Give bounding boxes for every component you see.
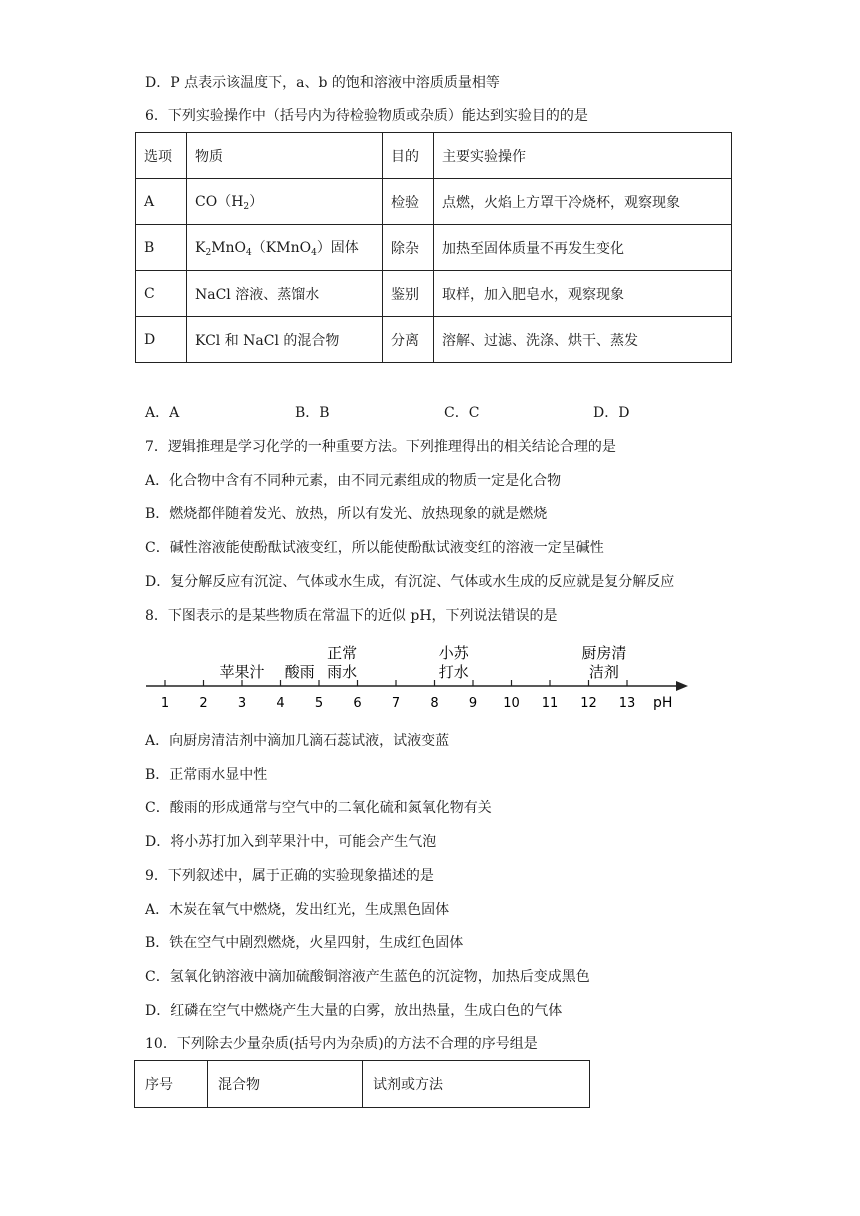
q8-option-c: C．酸雨的形成通常与空气中的二氧化硫和氮氧化物有关 [145, 800, 492, 816]
table-row [136, 179, 732, 225]
q7-option-c: C．碱性溶液能使酚酞试液变红，所以能使酚酞试液变红的溶液一定呈碱性 [145, 540, 604, 556]
q9-stem: 9．下列叙述中，属于正确的实验现象描述的是 [145, 868, 434, 884]
cell-operation: 点燃，火焰上方罩干冷烧杯，观察现象 [434, 179, 732, 225]
ph-tick-label: 13 [618, 696, 636, 710]
q6-answer-a: A．A [145, 405, 180, 421]
ph-tick-label: 10 [503, 696, 520, 710]
q7-option-d: D．复分解反应有沉淀、气体或水生成，有沉淀、气体或水生成的反应就是复分解反应 [145, 574, 675, 590]
q10-stem: 10．下列除去少量杂质(括号内为杂质)的方法不合理的序号组是 [145, 1036, 538, 1052]
header-cell: 试剂或方法 [363, 1061, 590, 1108]
header-cell: 选项 [136, 133, 187, 179]
q8-option-d: D．将小苏打加入到苹果汁中，可能会产生气泡 [145, 834, 437, 850]
ph-substance-label: 正常 [327, 644, 358, 662]
cell-substance: KCl 和 NaCl 的混合物 [187, 317, 383, 363]
ph-substance-label: 小苏 [438, 644, 469, 662]
ph-tick-label: 4 [276, 696, 285, 710]
q8-stem: 8．下图表示的是某些物质在常温下的近似 pH，下列说法错误的是 [145, 608, 558, 624]
q6-table [135, 132, 732, 363]
ph-tick-label: 7 [391, 696, 401, 710]
ph-substance-label: 厨房清 [581, 644, 627, 662]
ph-substance-label: 雨水 [327, 663, 358, 681]
q6-answer-d: D．D [593, 405, 630, 421]
ph-tick-label: 3 [237, 696, 247, 710]
cell-option: C [136, 271, 187, 317]
cell-operation: 取样，加入肥皂水，观察现象 [434, 271, 732, 317]
cell-option: A [136, 179, 187, 225]
header-cell: 目的 [383, 133, 434, 179]
table-row [136, 225, 732, 271]
cell-substance: NaCl 溶液、蒸馏水 [187, 271, 383, 317]
q9-option-b: B．铁在空气中剧烈燃烧，火星四射，生成红色固体 [145, 935, 464, 951]
header-cell: 序号 [135, 1061, 208, 1108]
cell-substance: $CO(H_2)$ [187, 179, 383, 225]
ph-tick-label: 8 [430, 696, 439, 710]
header-cell: 物质 [187, 133, 383, 179]
table-header-row [136, 133, 732, 179]
ph-axis-unit: pH [653, 695, 673, 710]
table-row [136, 271, 732, 317]
table-header-row [135, 1061, 590, 1108]
cell-option: B [136, 225, 187, 271]
cell-purpose: 除杂 [383, 225, 434, 271]
q8-option-b: B．正常雨水显中性 [145, 767, 268, 783]
ph-axis-arrow [676, 681, 688, 691]
ph-substance-label: 酸雨 [284, 663, 315, 681]
q6-answer-c: C．C [444, 405, 480, 421]
q9-option-a: A．木炭在氧气中燃烧，发出红光，生成黑色固体 [145, 902, 450, 918]
ph-scale-diagram [140, 640, 700, 710]
q10-table [134, 1060, 590, 1108]
header-cell: 混合物 [208, 1061, 363, 1108]
ph-substance-label: 打水 [438, 663, 469, 681]
table-row [136, 317, 732, 363]
cell-substance: $K_2MnO_4(KMnO_4)$固体 [187, 225, 383, 271]
cell-operation: 加热至固体质量不再发生变化 [434, 225, 732, 271]
ph-tick-label: 12 [580, 696, 597, 710]
ph-tick-label: 9 [468, 696, 478, 710]
q5-option-d: D．P 点表示该温度下，a、b 的饱和溶液中溶质质量相等 [145, 75, 500, 91]
cell-option: D [136, 317, 187, 363]
q9-option-d: D．红磷在空气中燃烧产生大量的白雾，放出热量，生成白色的气体 [145, 1003, 563, 1019]
q6-answer-b: B．B [295, 405, 330, 421]
q7-option-a: A．化合物中含有不同种元素，由不同元素组成的物质一定是化合物 [145, 473, 562, 489]
cell-operation: 溶解、过滤、洗涤、烘干、蒸发 [434, 317, 732, 363]
ph-substance-label: 苹果汁 [219, 663, 265, 681]
ph-tick-label: 11 [541, 696, 559, 710]
q8-option-a: A．向厨房清洁剂中滴加几滴石蕊试液，试液变蓝 [145, 733, 450, 749]
q6-stem: 6．下列实验操作中（括号内为待检验物质或杂质）能达到实验目的的是 [145, 108, 588, 124]
ph-substance-label: 洁剂 [588, 663, 619, 681]
ph-tick-label: 2 [199, 696, 208, 710]
q7-option-b: B．燃烧都伴随着发光、放热，所以有发光、放热现象的就是燃烧 [145, 506, 548, 522]
ph-tick-label: 6 [353, 696, 362, 710]
cell-purpose: 鉴别 [383, 271, 434, 317]
q9-option-c: C．氢氧化钠溶液中滴加硫酸铜溶液产生蓝色的沉淀物，加热后变成黑色 [145, 969, 590, 985]
header-cell: 主要实验操作 [434, 133, 732, 179]
q7-stem: 7．逻辑推理是学习化学的一种重要方法。下列推理得出的相关结论合理的是 [145, 439, 616, 455]
cell-purpose: 分离 [383, 317, 434, 363]
cell-purpose: 检验 [383, 179, 434, 225]
ph-tick-label: 5 [314, 696, 324, 710]
ph-tick-label: 1 [160, 696, 170, 710]
